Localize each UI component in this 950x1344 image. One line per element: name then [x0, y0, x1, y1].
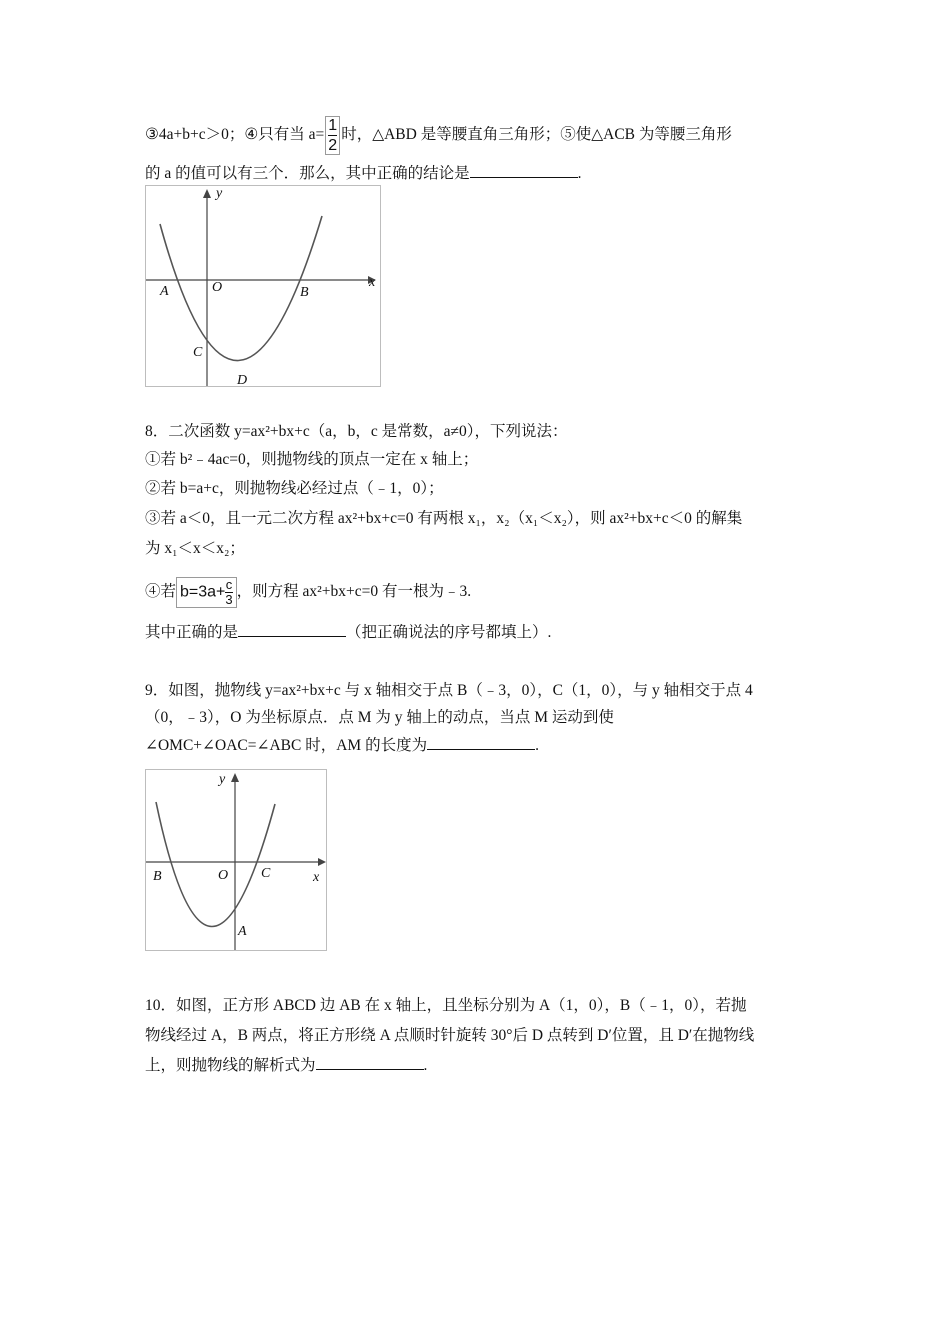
q8-item4-formula — [176, 577, 237, 608]
q7-fraction — [325, 116, 340, 155]
q10-line-1: 10．如图，正方形 ABCD 边 AB 在 x 轴上，且坐标分别为 A（1，0），B（﹣1，0），若抛 — [145, 997, 747, 1014]
q8-answer-pre: 其中正确的是 — [145, 624, 239, 641]
q8-item4-pre: ④若 — [145, 583, 177, 601]
q8-item-2: ②若 b=a+c，则抛物线必经过点（﹣1，0）； — [145, 480, 444, 497]
q9-label-A: A — [238, 924, 247, 939]
q9-answer-blank[interactable] — [427, 735, 535, 750]
q7-line-2 — [145, 163, 582, 184]
q8-item4-box-num: c — [225, 577, 233, 592]
q8-answer-line — [145, 622, 551, 643]
q7-label-y: y — [216, 186, 223, 201]
q8-item-1: ①若 b²﹣4ac=0，则抛物线的顶点一定在 x 轴上； — [145, 451, 479, 468]
q9-parabola — [156, 802, 275, 927]
q7-label-x: x — [369, 275, 376, 290]
q10-line3-text: 上，则抛物线的解析式为 — [145, 1057, 316, 1074]
q7-line1-text-a: ③4a+b+c＞0；④只有当 a= — [145, 126, 325, 144]
q7-label-B: B — [300, 285, 309, 300]
q8-answer-post: （把正确说法的序号都填上）. — [346, 624, 552, 641]
q9-label-y: y — [219, 772, 226, 787]
q7-parabola-graph — [146, 186, 380, 386]
q8-item4-box-a: b=3a+ — [180, 583, 226, 601]
q8-item4-post: ，则方程 ax²+bx+c=0 有一根为﹣3. — [236, 583, 472, 601]
q9-x-axis-arrow — [318, 858, 326, 866]
q8-item4-box-den: 3 — [225, 592, 233, 607]
q7-frac-bar — [328, 135, 337, 136]
q7-label-A: A — [160, 284, 169, 299]
q7-frac-den: 2 — [328, 137, 338, 154]
q9-line-3 — [145, 735, 539, 756]
q9-line-2: （0，﹣3），O 为坐标原点．点 M 为 y 轴上的动点，当点 M 运动到使 — [145, 709, 614, 726]
q7-line-1 — [145, 116, 732, 155]
q9-label-C: C — [261, 866, 271, 881]
q7-parabola — [160, 216, 322, 361]
q8-item-3-line2: 为 x₁＜x＜x₂； — [145, 540, 245, 557]
q8-stem: 8．二次函数 y=ax²+bx+c（a，b，c 是常数，a≠0），下列说法： — [145, 423, 568, 440]
q7-line2-text: 的 a 的值可以有三个．那么，其中正确的结论是 — [145, 165, 470, 182]
q7-answer-blank[interactable] — [470, 163, 578, 178]
q9-y-axis-arrow — [231, 773, 239, 782]
q8-item-4 — [145, 577, 471, 608]
q8-item4-box-frac — [225, 578, 232, 607]
q7-label-C: C — [193, 345, 203, 360]
q9-line3-end: . — [535, 737, 539, 754]
q9-parabola-graph — [146, 770, 326, 950]
q10-line3-end: . — [423, 1057, 428, 1074]
q9-line-1: 9．如图，抛物线 y=ax²+bx+c 与 x 轴相交于点 B（﹣3，0），C（1，0），与 y 轴相交于点 4 — [145, 682, 753, 699]
q8-item-3-line1: ③若 a＜0，且一元二次方程 ax²+bx+c=0 有两根 x₁，x₂（x₁＜x₂），则 ax²+bx+c＜0 的解集 — [145, 510, 743, 527]
q7-line1-text-b: 时，△ABD 是等腰直角三角形；⑤使△ACB 为等腰三角形 — [341, 126, 732, 144]
q7-label-O: O — [212, 280, 223, 295]
q9-label-B: B — [153, 869, 162, 884]
q9-label-O: O — [218, 868, 229, 883]
q7-y-axis-arrow — [203, 189, 211, 198]
q7-figure — [145, 185, 381, 387]
q9-line3-text: ∠OMC+∠OAC=∠ABC 时，AM 的长度为 — [145, 737, 428, 754]
q7-label-D: D — [237, 373, 248, 386]
q10-line-3 — [145, 1055, 427, 1076]
q9-label-x: x — [313, 870, 320, 885]
q7-line2-end: . — [577, 165, 582, 182]
q7-frac-num: 1 — [328, 117, 338, 134]
q8-answer-blank[interactable] — [238, 622, 346, 637]
q10-answer-blank[interactable] — [316, 1055, 424, 1070]
q9-figure — [145, 769, 327, 951]
q10-line-2: 物线经过 A，B 两点，将正方形绕 A 点顺时针旋转 30°后 D 点转到 D′位置，且 D′在抛物线 — [145, 1027, 755, 1044]
